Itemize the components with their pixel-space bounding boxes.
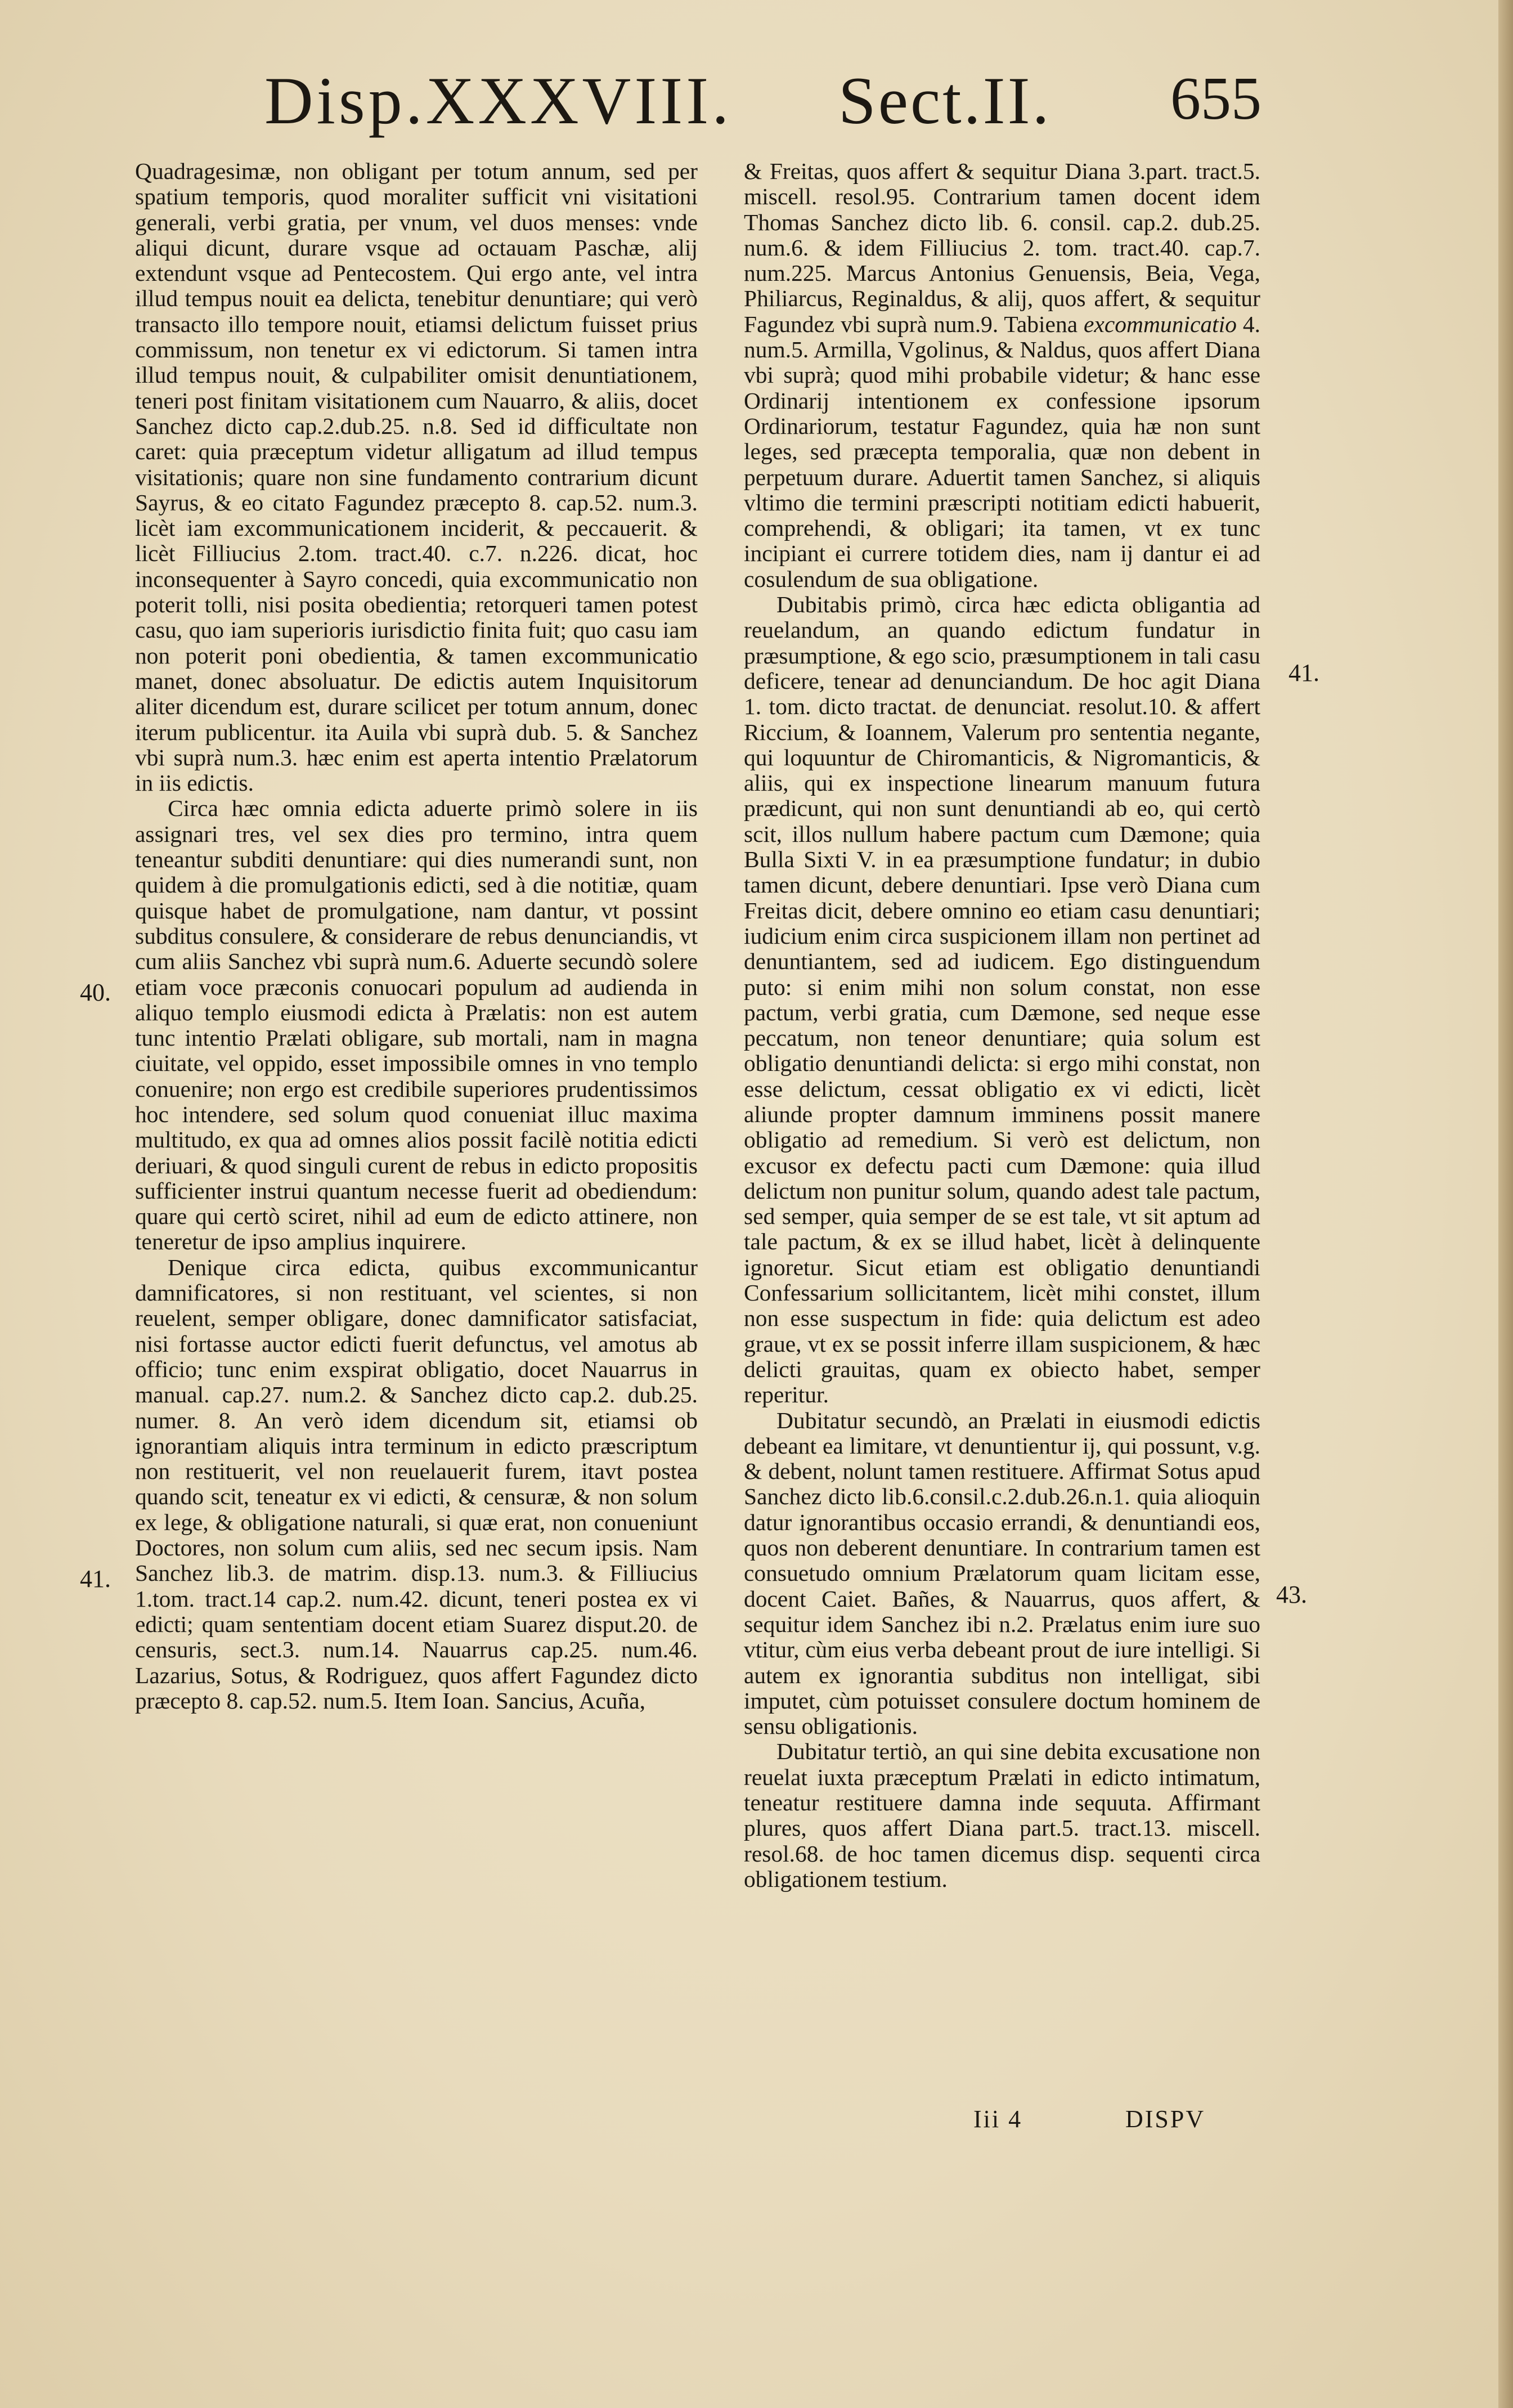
left-paragraph-2: Circa hæc omnia edicta aduerte primò solere in iis assignari tres, vel sex dies pro termino, intra quem teneantur subditi denuntiare: qui dies numerandi sunt, non quidem à die promulgationis edicti, sed à die notitiæ, quam quisque habet de promulgatione, nam dantur, vt possint subditus consulere, & considerare de rebus denunciandis, vt cum aliis Sanchez vbi suprà num.6. Aduerte secundò solere etiam voce præconis conuocari populum ad audienda in aliquo templo eiusmodi edicta à Prælatis: non est autem tunc intentio Prælati obligare, sub mortali, nam in magna ciuitate, vel oppido, esset impossibile omnes in vno templo conuenire; non ergo est credibile superiores prudentissimos hoc intendere, sed solum quod conueniat illuc maxima multitudo, ex qua ad omnes alios possit facilè notitia edicti deriuari, & quod singuli curent de rebus in edicto propositis sufficienter instrui quantum necesse fuerit ad obediendum: quare qui certò sciret, nihil ad eum de edicto attinere, non teneretur de ipso amplius inquirere.	[135, 795, 698, 1255]
right-paragraph-4: Dubitatur tertiò, an qui sine debita excusatione non reuelat iuxta præceptum Prælati in edicto intimatum, teneatur restituere damna inde sequuta. Affirmant plures, quos affert Diana part.5. tract.13. miscell. resol.68. de hoc tamen dicemus disp. sequenti circa obligationem testium.	[744, 1738, 1260, 1892]
page-edge	[1498, 0, 1513, 2408]
left-column	[135, 159, 698, 1714]
margin-number-43: 43.	[1276, 1581, 1307, 1608]
page-number: 655	[1170, 65, 1261, 132]
right-column	[744, 159, 1260, 1892]
margin-number-41-right: 41.	[1288, 659, 1319, 687]
right-paragraph-3: Dubitatur secundò, an Prælati in eiusmodi edictis debeant ea limitare, vt denuntientur ij, qui possunt, v.g. & debent, nolunt tamen restituere. Affirmat Sotus apud Sanchez dicto lib.6.consil.c.2.dub.26.n.1. quia alioquin datur ignorantibus occasio errandi, & denuntiandi eos, quos non deberent denuntiare. In contrarium tamen est consuetudo omnium Prælatorum quam licitam esse, docent Caiet. Bañes, & Nauarrus, quos affert, & sequitur idem Sanchez ibi n.2. Prælatus enim iure suo vtitur, cùm eius verba debeant prout de iure intelligi. Si autem ex ignorantia subditus non intelligat, sibi imputet, cùm potuisset consulere doctum hominem de sensu obligationis.	[744, 1407, 1260, 1739]
right-paragraph-1-end: 4. num.5. Armilla, Vgolinus, & Naldus, quos affert Diana vbi suprà; quod mihi probabile videtur; & hanc esse Ordinarij intentionem ex confessione ipsorum Ordinariorum, testatur Fagundez, quia hæ non sunt leges, sed præcepta temporalia, quæ non debent in perpetuum durare. Aduertit tamen Sanchez, si aliquis vltimo die termini præscripti notitiam edicti habuerit, comprehendi, & obligari; ita tamen, vt ex tunc incipiant ei currere totidem dies, nam ij dantur ei ad cosulendum de sua obligatione.	[744, 311, 1261, 592]
right-paragraph-1-italic: excommunicatio	[1084, 311, 1237, 337]
left-paragraph-1: Quadragesimæ, non obligant per totum annum, sed per spatium temporis, quod moraliter sufficit vni visitationi generali, verbi gratia, per vnum, vel duos menses: vnde aliqui dicunt, durare vsque ad octauam Paschæ, alij extendunt vsque ad Pentecostem. Qui ergo ante, vel intra illud tempus nouit ea delicta, tenebitur denuntiare; qui verò transacto illo tempore nouit, etiamsi delictum fuisset prius commissum, non tenetur ex vi edictorum. Si tamen intra illud tempus nouit, & culpabiliter omisit denuntiationem, teneri post finitam visitationem cum Nauarro, & aliis, docet Sanchez dicto cap.2.dub.25. n.8. Sed id difficultate non caret: quia præceptum videtur alligatum ad illud tempus visitationis; quare non sine fundamento contrarium dicunt Sayrus, & eo citato Fagundez præcepto 8. cap.52. num.3. licèt iam excommunicationem inciderit, & peccauerit. & licèt Filliucius 2.tom. tract.40. c.7. n.226. dicat, hoc inconsequenter à Sayro concedi, quia excommunicatio non poterit tolli, nisi posita obedientia; retorqueri tamen potest casu, quo iam superioris iurisdictio finita fuit; quo casu iam non poterit poni obedientia, & tamen excommunicatio manet, donec absoluatur. De edictis autem Inquisitorum aliter dicendum est, durare scilicet per totum annum, donec iterum publicentur. ita Auila vbi suprà dub. 5. & Sanchez vbi suprà num.3. hæc enim est aperta intentio Prælatorum in iis edictis.	[135, 158, 698, 796]
margin-number-40: 40.	[80, 979, 111, 1006]
margin-number-41-left: 41.	[80, 1565, 111, 1593]
section-heading: Sect.II.	[838, 63, 1052, 138]
right-paragraph-2: Dubitabis primò, circa hæc edicta obligantia ad reuelandum, an quando edictum fundatur in præsumptione, & ego scio, præsumptionem in tali casu deficere, tenear ad denunciandum. De hoc agit Diana 1. tom. dicto tractat. de denunciat. resolut.10. & affert Riccium, & Ioannem, Valerum pro sententia negante, qui loquuntur de Chiromanticis, & Nigromanticis, & aliis, qui ex inspectione linearum manuum futura prædicunt, qui non sunt denuntiandi ab eo, qui certò scit, illos nullum habere pactum cum Dæmone; quia Bulla Sixti V. in ea præsumptione fundatur; in dubio tamen dicunt, debere denuntiari. Ipse verò Diana cum Freitas dicit, debere omnino eo etiam casu denuntiari; iudicium enim circa suspicionem illam non pertinet ad denuntiantem, sed ad iudicem. Ego distinguendum puto: si enim mihi non solum constat, non esse pactum, verbi gratia, cum Dæmone, sed neque esse peccatum, non teneor denuntiare; quia solum est obligatio denuntiandi delicta: si ergo mihi constat, non esse delictum, cessat obligatio ex vi edicti, licèt aliunde propter damnum imminens possit manere obligatio ad remedium. Si verò est delictum, non excusor ex defectu pacti cum Dæmone: quia illud delictum non punitur solum, quando adest tale pactum, sed semper, quia semper de se est tale, vt sit aptum ad tale pactum, & ex se illud habet, licèt à delinquente ignoretur. Sicut etiam est obligatio denuntiandi Confessarium sollicitantem, licèt mihi constet, illum non esse suspectum in fide: quia delictum est adeo graue, vt ex se possit inferre illam suspicionem, & hæc delicti grauitas, quam ex obiecto habet, semper reperitur.	[744, 591, 1260, 1408]
right-paragraph-1	[744, 159, 1260, 592]
left-paragraph-3: Denique circa edicta, quibus excommunicantur damnificatores, si non restituant, vel scientes, si non reuelent, semper obligare, donec damnificator satisfaciat, nisi fortasse auctor edicti fuerit defunctus, vel amotus ab officio; tunc enim exspirat obligatio, docet Nauarrus in manual. cap.27. num.2. & Sanchez dicto cap.2. dub.25. numer. 8. An verò idem dicendum sit, etiamsi ob ignorantiam aliquis intra terminum in edicto præscriptum non restituerit, vel non reuelauerit furem, itavt postea quando scit, teneatur ex vi edicti, & censuræ, & non solum ex lege, & obligatione naturali, si quæ erat, non conueniunt Doctores, non solum cum aliis, sed nec secum ipsis. Nam Sanchez lib.3. de matrim. disp.13. num.3. & Filliucius 1.tom. tract.14 cap.2. num.42. dicunt, teneri postea ex vi edicti; quam sententiam docent etiam Suarez disput.20. de censuris, sect.3. num.14. Nauarrus cap.25. num.46. Lazarius, Sotus, & Rodriguez, quos affert Fagundez dicto præcepto 8. cap.52. num.5. Item Ioan. Sancius, Acuña,	[135, 1254, 698, 1714]
signature-mark: Iii 4	[973, 2105, 1023, 2133]
running-head	[264, 62, 1300, 146]
right-paragraph-1-start: & Freitas, quos affert & sequitur Diana 3.part. tract.5. miscell. resol.95. Contrarium tamen docent idem Thomas Sanchez dicto lib. 6. consil. cap.2. dub.25. num.6. & idem Filliucius 2. tom. tract.40. cap.7. num.225. Marcus Antonius Genuensis, Beia, Vega, Philiarcus, Reginaldus, & alij, quos affert, & sequitur Fagundez vbi suprà num.9. Tabiena	[744, 158, 1260, 337]
disputation-heading: Disp.XXXVIII.	[264, 63, 733, 138]
catchword: DISPV	[1125, 2105, 1206, 2133]
